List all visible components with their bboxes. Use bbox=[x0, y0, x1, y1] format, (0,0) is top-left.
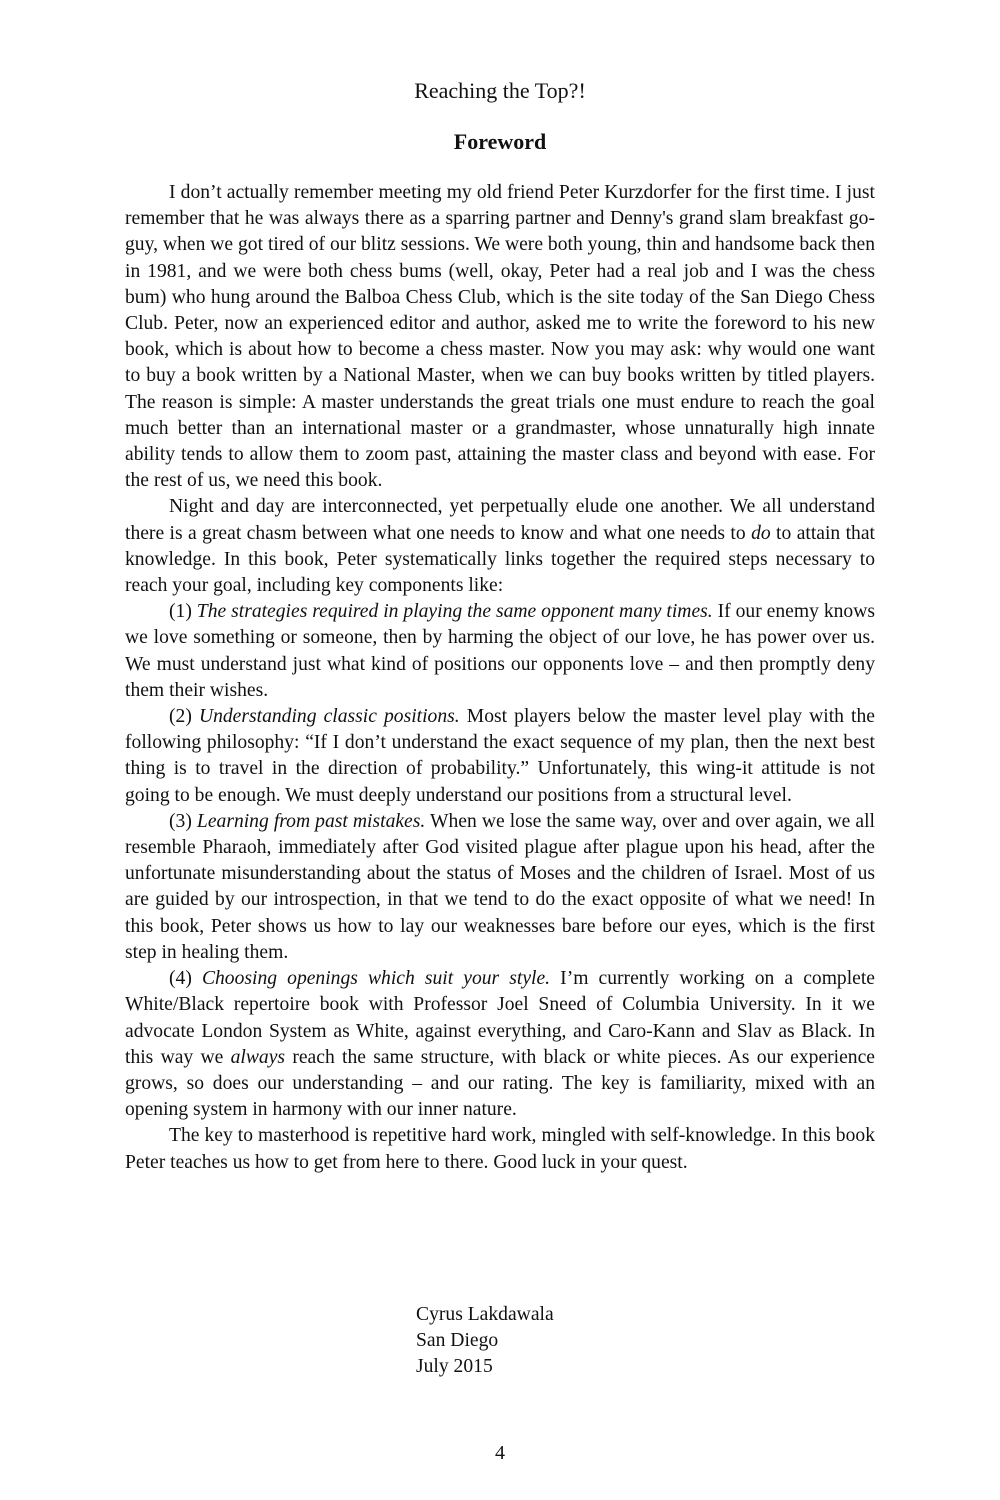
paragraph-text: reach the same structure, with black or white pieces. As our experience grows, so does our understanding – and our rating. The key is familiarity, mixed with an opening system in harmony with our inner nature. bbox=[125, 1046, 876, 1121]
paragraph-point-1 bbox=[125, 599, 875, 704]
paragraph-intro: I don’t actually remember meeting my old friend Peter Kurzdorfer for the first time. I just remember that he was always there as a sparring partner and Denny's grand slam breakfast go-guy, when we got tired of our blitz sessions. We were both young, thin and handsome back then in 1981, and we were both chess bums (well, okay, Peter had a real job and I was the chess bum) who hung around the Balboa Chess Club, which is the site today of the San Diego Chess Club. Peter, now an experienced editor and author, asked me to write the foreword to his new book, which is about how to become a chess master. Now you may ask: why would one want to buy a book written by a National Master, when we can buy books written by titled players. The reason is simple: A master understands the great trials one must endure to reach the goal much better than an international master or a grandmaster, whose unnaturally high innate ability tends to allow them to zoom past, attaining the master class and beyond with ease. For the rest of us, we need this book. bbox=[125, 182, 875, 492]
page-number: 4 bbox=[495, 1442, 505, 1464]
point-number: (3) bbox=[169, 810, 197, 832]
paragraph-closing: The key to masterhood is repetitive hard work, mingled with self-knowledge. In this book Peter teaches us how to get from here to there. Good luck in your quest. bbox=[125, 1125, 875, 1173]
point-number: (2) bbox=[169, 706, 199, 728]
signature-block bbox=[416, 1302, 554, 1381]
paragraph-text: Night and day are interconnected, yet perpetually elude one another. We all understand there is a great chasm between what one needs to know and what one needs to bbox=[125, 496, 875, 544]
point-number: (1) bbox=[169, 601, 197, 623]
point-number: (4) bbox=[169, 968, 202, 990]
paragraph-point-2 bbox=[125, 704, 875, 809]
signature-place: San Diego bbox=[416, 1330, 499, 1352]
paragraph-night-and-day bbox=[125, 494, 875, 599]
emphasis-text: always bbox=[230, 1046, 286, 1068]
point-heading: Learning from past mistakes. bbox=[196, 810, 426, 832]
paragraph-point-3 bbox=[125, 809, 875, 966]
signature-name: Cyrus Lakdawala bbox=[416, 1304, 554, 1325]
foreword-body bbox=[125, 180, 875, 1176]
paragraph-text: to attain that knowledge. In this book, Peter systematically links together the required steps necessary to reach your goal, including key components like: bbox=[125, 522, 875, 597]
chapter-title: Foreword bbox=[453, 129, 547, 154]
paragraph-text: If our enemy knows we love something or someone, then by harming the object of our love, he has power over us. We must understand just what kind of positions our opponents love – and then promptly deny them their wishes. bbox=[125, 601, 875, 701]
running-header-title: Reaching the Top?! bbox=[414, 78, 586, 103]
point-heading: The strategies required in playing the same opponent many times. bbox=[196, 601, 713, 623]
paragraph-text: I’m currently working on a complete White/Black repertoire book with Professor Joel Sneed of Columbia University. In it we advocate London System as White, against everything, and Caro-Kann and Slav as Black. In this way we bbox=[125, 968, 876, 1068]
point-heading: Understanding classic positions. bbox=[198, 706, 460, 728]
signature-date: July 2015 bbox=[416, 1356, 493, 1378]
paragraph-text: Most players below the master level play with the following philosophy: “If I don’t understand the exact sequence of my plan, then the next best thing is to travel in the direction of probability.” Unfortunately, this wing-it attitude is not going to be enough. We must deeply understand our positions from a structural level. bbox=[125, 706, 875, 806]
paragraph-point-4 bbox=[125, 966, 875, 1123]
paragraph-text: When we lose the same way, over and over again, we all resemble Pharaoh, immediately after God visited plague after plague upon his head, after the unfortunate misunderstanding about the status of Moses and the children of Israel. Most of us are guided by our introspection, in that we tend to do the exact opposite of what we need! In this book, Peter shows us how to lay our weaknesses bare before our eyes, which is the first step in healing them. bbox=[125, 810, 875, 963]
emphasis-text: do bbox=[751, 522, 771, 544]
point-heading: Choosing openings which suit your style. bbox=[201, 968, 551, 990]
